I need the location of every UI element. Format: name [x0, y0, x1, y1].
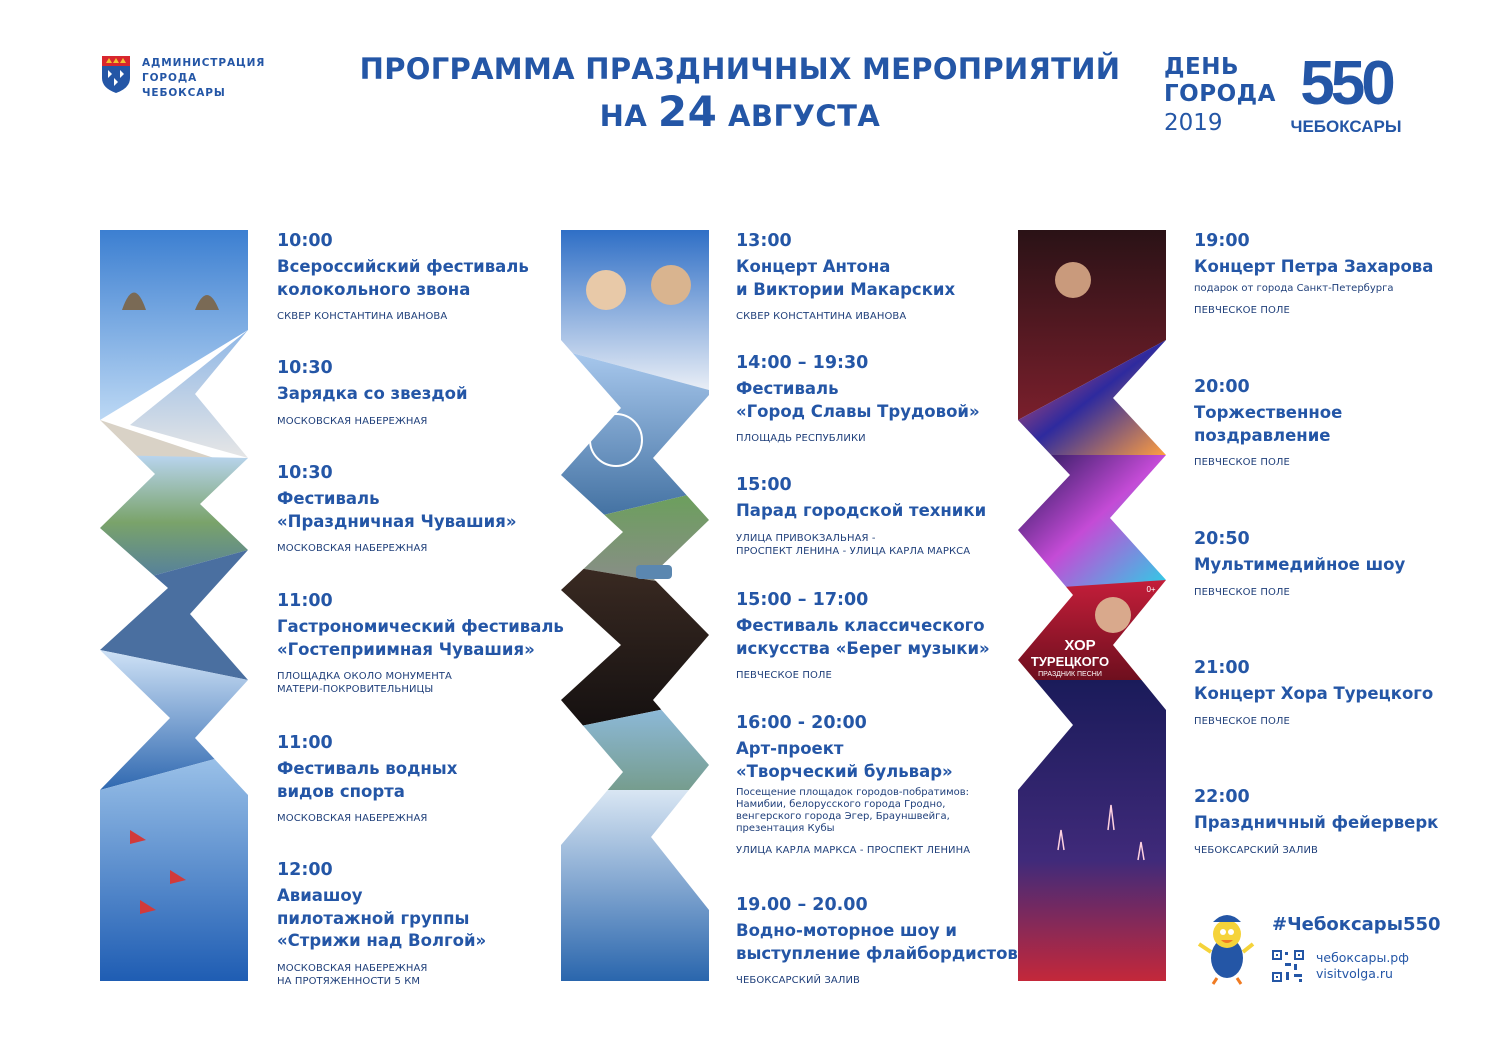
admin-line: АДМИНИСТРАЦИЯ	[142, 57, 266, 69]
logo-city: ЧЕБОКСАРЫ	[1290, 117, 1402, 136]
administration-logo	[100, 54, 265, 101]
event-title	[277, 758, 457, 803]
link-chebоksary[interactable]: чебоксары.рф	[1316, 950, 1409, 965]
badge-line2: ТУРЕЦКОГО	[1030, 654, 1110, 669]
event-place	[736, 974, 1018, 987]
event-time: 20:50	[1194, 529, 1250, 549]
event-item	[277, 859, 486, 988]
hashtag: #Чебоксары550	[1272, 914, 1441, 935]
event-item	[736, 712, 970, 857]
admin-line: ЧЕБОКСАРЫ	[142, 87, 226, 99]
event-place	[1194, 456, 1342, 469]
age-rating: 0+	[1146, 585, 1156, 594]
badge-line3: ПРАЗДНИК ПЕСНИ	[1038, 671, 1102, 678]
event-title-line: Арт-проект	[736, 739, 844, 758]
event-title	[1194, 812, 1438, 835]
event-place	[736, 310, 955, 323]
event-title-line: Концерт Хора Турецкого	[1194, 684, 1434, 703]
title-day: 24	[657, 87, 718, 136]
event-item	[1194, 657, 1433, 728]
event-item	[736, 894, 1018, 987]
event-time: 11:00	[277, 733, 333, 753]
event-title-line: Авиашоу	[277, 886, 363, 905]
logo-number: 550	[1300, 52, 1392, 118]
event-place	[1194, 715, 1433, 728]
event-title-line: «Гостеприимная Чувашия»	[277, 639, 535, 659]
badge-line1: ХОР	[1064, 637, 1096, 654]
event-item	[277, 590, 564, 696]
event-title-line: «Праздничная Чувашия»	[277, 511, 517, 531]
event-title	[277, 616, 564, 661]
event-time: 19.00 – 20.00	[736, 895, 868, 915]
event-place-line: УЛИЦА ПРИВОКЗАЛЬНАЯ -	[736, 532, 876, 544]
event-title-line: Парад городской техники	[736, 501, 987, 520]
photo-strip-right	[1018, 230, 1166, 981]
event-place	[1194, 586, 1405, 599]
event-place-line: ПЕВЧЕСКОЕ ПОЛЕ	[736, 670, 832, 681]
event-place-line: ПЛОЩАДКА ОКОЛО МОНУМЕНТА	[277, 671, 452, 682]
event-place	[736, 844, 970, 857]
event-title-line: «Творческий бульвар»	[736, 761, 953, 781]
event-time: 15:00	[736, 475, 792, 495]
city-day-label	[1164, 54, 1276, 138]
city-day-year: 2019	[1164, 110, 1223, 136]
title-prefix: НА	[599, 99, 648, 133]
event-note	[736, 787, 970, 835]
event-place-line: ПЕВЧЕСКОЕ ПОЛЕ	[1194, 715, 1290, 727]
event-title	[736, 500, 986, 523]
event-title	[277, 885, 486, 953]
event-place-line: МАТЕРИ-ПОКРОВИТЕЛЬНИЦЫ	[277, 684, 434, 695]
event-place	[277, 670, 564, 696]
event-time: 12:00	[277, 860, 333, 880]
link-visitvolga[interactable]: visitvolga.ru	[1316, 966, 1393, 981]
event-title-line: «Город Славы Трудовой»	[736, 401, 980, 421]
event-title	[277, 256, 529, 301]
event-title	[1194, 256, 1433, 279]
event-item	[736, 352, 980, 445]
event-place	[736, 532, 986, 558]
event-time: 21:00	[1194, 658, 1250, 678]
event-place-line: ЧЕБОКСАРСКИЙ ЗАЛИВ	[1194, 844, 1318, 856]
title-month: АВГУСТА	[727, 99, 881, 133]
event-place-line: ПЛОЩАДЬ РЕСПУБЛИКИ	[736, 433, 866, 444]
event-time: 22:00	[1194, 787, 1250, 807]
event-time: 10:30	[277, 358, 333, 378]
event-title-line: Концерт Петра Захарова	[1194, 257, 1434, 276]
event-title-line: Фестиваль	[736, 379, 839, 398]
mascot-icon	[1193, 908, 1259, 986]
event-title-line: выступление флайбордистов	[736, 943, 1018, 963]
event-time: 19:00	[1194, 231, 1250, 251]
event-place-line: УЛИЦА КАРЛА МАРКСА - ПРОСПЕКТ ЛЕНИНА	[736, 845, 971, 856]
page-title	[330, 50, 1150, 140]
event-title-line: Торжественное	[1194, 403, 1343, 422]
event-title	[1194, 683, 1433, 706]
qr-code-icon	[1272, 950, 1304, 982]
event-title	[1194, 402, 1342, 447]
event-item	[277, 462, 517, 555]
event-item	[736, 589, 990, 682]
event-title-line: Мультимедийное шоу	[1194, 555, 1406, 574]
event-place-line: МОСКОВСКАЯ НАБЕРЕЖНАЯ	[277, 813, 428, 824]
event-item	[277, 732, 457, 825]
event-place	[277, 812, 457, 825]
event-title	[277, 383, 468, 406]
event-place-line: ПЕВЧЕСКОЕ ПОЛЕ	[1194, 457, 1290, 468]
event-title-line: поздравление	[1194, 425, 1331, 445]
event-title-line: Зарядка со звездой	[277, 384, 468, 403]
logo-550	[1288, 52, 1404, 136]
event-title	[736, 738, 970, 783]
event-place-line: ПЕВЧЕСКОЕ ПОЛЕ	[1194, 304, 1290, 316]
event-title	[1194, 554, 1405, 577]
event-note-line: венгерского города Эгер, Брауншвейга,	[736, 811, 950, 822]
event-place-line: НА ПРОТЯЖЕННОСТИ 5 КМ	[277, 975, 421, 987]
event-title-line: Всероссийский фестиваль	[277, 257, 529, 276]
event-note-line: Посещение площадок городов-побратимов:	[736, 787, 969, 798]
event-title	[736, 378, 980, 423]
event-title	[736, 920, 1018, 965]
event-note-line: Намибии, белорусского города Гродно,	[736, 799, 946, 810]
event-title-line: Праздничный фейерверк	[1194, 813, 1439, 832]
event-time: 13:00	[736, 231, 792, 251]
event-place	[277, 310, 529, 323]
event-title-line: колокольного звона	[277, 279, 471, 299]
event-note	[1194, 283, 1433, 295]
event-place-line: ПРОСПЕКТ ЛЕНИНА - УЛИЦА КАРЛА МАРКСА	[736, 545, 971, 557]
event-note-line: презентация Кубы	[736, 823, 835, 834]
event-item	[277, 357, 468, 428]
event-title-line: Фестиваль	[277, 489, 380, 508]
event-title-line: видов спорта	[277, 781, 405, 801]
event-place	[277, 415, 468, 428]
event-place-line: МОСКОВСКАЯ НАБЕРЕЖНАЯ	[277, 962, 428, 974]
title-line2	[330, 88, 1150, 140]
event-place-line: СКВЕР КОНСТАНТИНА ИВАНОВА	[277, 311, 448, 322]
photo-strip-left	[100, 230, 248, 981]
event-time: 14:00 – 19:30	[736, 353, 869, 373]
event-title-line: Концерт Антона	[736, 257, 891, 276]
event-title-line: Гастрономический фестиваль	[277, 617, 564, 636]
city-day-line1: ДЕНЬ	[1164, 54, 1239, 80]
event-item	[1194, 786, 1438, 857]
admin-line: ГОРОДА	[142, 72, 198, 84]
event-time: 16:00 - 20:00	[736, 713, 867, 733]
event-item	[736, 230, 955, 323]
event-time: 10:30	[277, 463, 333, 483]
event-title-line: «Стрижи над Волгой»	[277, 931, 487, 950]
event-place-line: ПЕВЧЕСКОЕ ПОЛЕ	[1194, 586, 1290, 598]
event-title	[736, 256, 955, 301]
event-time: 15:00 – 17:00	[736, 590, 869, 610]
event-title-line: искусства «Берег музыки»	[736, 638, 990, 658]
event-title-line: Водно-моторное шоу и	[736, 921, 957, 940]
event-place	[1194, 844, 1438, 857]
event-place	[277, 542, 517, 555]
event-title-line: пилотажной группы	[277, 908, 470, 928]
event-item	[1194, 376, 1342, 469]
event-place-line: ЧЕБОКСАРСКИЙ ЗАЛИВ	[736, 975, 860, 986]
city-day-line2: ГОРОДА	[1164, 81, 1276, 107]
event-note-line: подарок от города Санкт-Петербурга	[1194, 282, 1394, 294]
title-line1: ПРОГРАММА ПРАЗДНИЧНЫХ МЕРОПРИЯТИЙ	[359, 52, 1121, 86]
event-item	[736, 474, 986, 558]
event-place-line: МОСКОВСКАЯ НАБЕРЕЖНАЯ	[277, 543, 428, 554]
administration-name	[142, 56, 265, 101]
city-crest-icon	[100, 54, 132, 94]
event-title-line: Фестиваль водных	[277, 759, 458, 778]
event-time: 10:00	[277, 231, 333, 251]
event-place-line: МОСКОВСКАЯ НАБЕРЕЖНАЯ	[277, 415, 428, 427]
event-item	[1194, 528, 1405, 599]
event-place	[736, 432, 980, 445]
event-time: 11:00	[277, 591, 333, 611]
event-place	[1194, 304, 1433, 317]
footer-links	[1316, 950, 1409, 982]
event-title	[736, 615, 990, 660]
event-place	[277, 962, 486, 988]
event-item	[1194, 230, 1433, 317]
event-time: 20:00	[1194, 377, 1250, 397]
event-place	[736, 669, 990, 682]
event-title-line: и Виктории Макарских	[736, 279, 956, 299]
event-title	[277, 488, 517, 533]
event-place-line: СКВЕР КОНСТАНТИНА ИВАНОВА	[736, 311, 907, 322]
photo-strip-middle	[561, 230, 709, 981]
event-item	[277, 230, 529, 323]
event-title-line: Фестиваль классического	[736, 616, 985, 635]
